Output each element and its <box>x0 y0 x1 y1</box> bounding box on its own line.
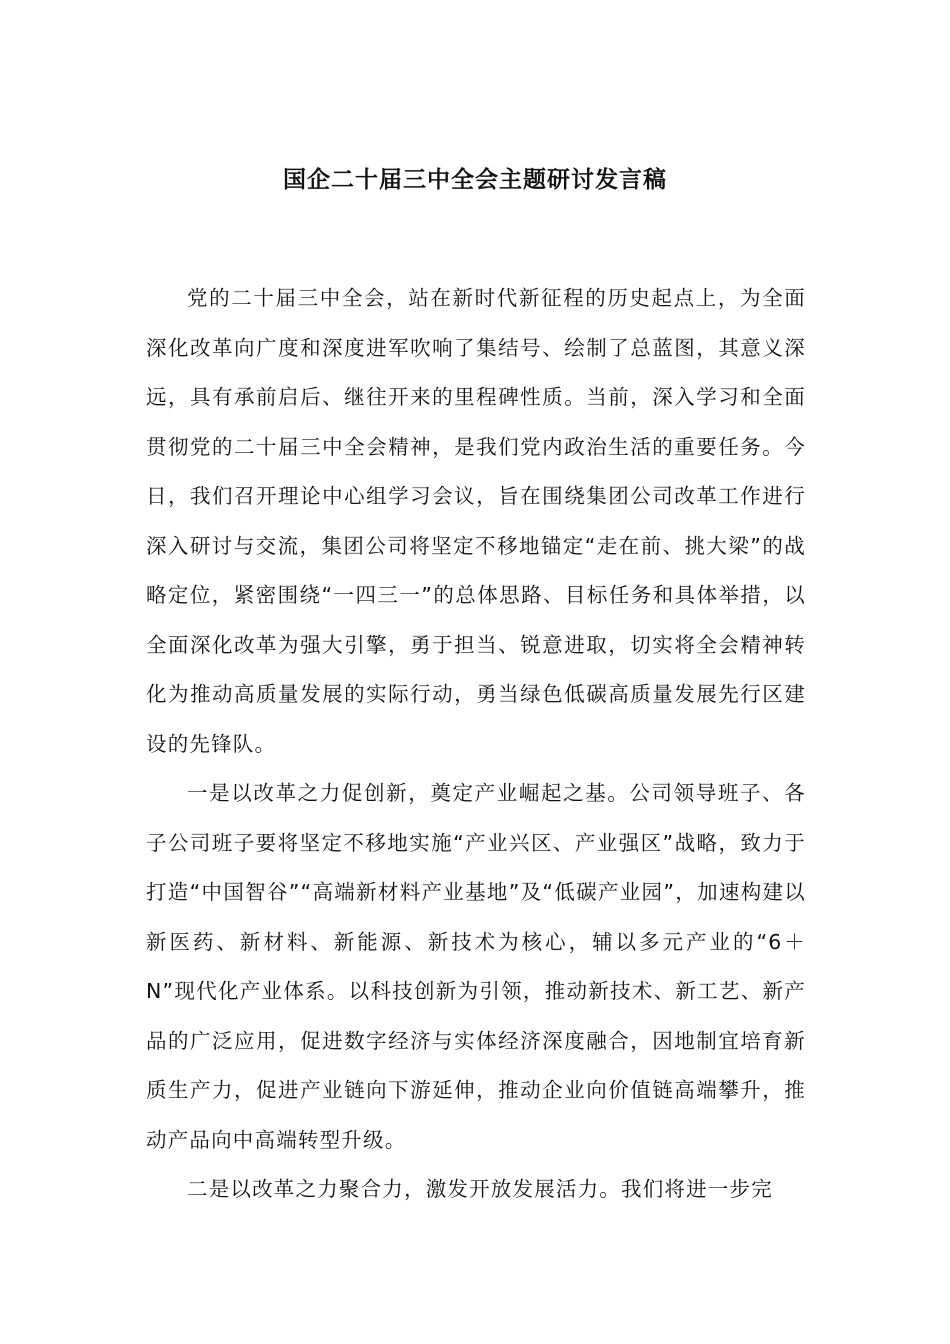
document-body <box>146 274 806 1215</box>
paragraph-point-one: 一是以改革之力促创新，奠定产业崛起之基。公司领导班子、各子公司班子要将坚定不移地实施“产业兴区、产业强区”战略，致力于打造“中国智谷”“高端新材料产业基地”及“低碳产业园”，加速构建以新医药、新材料、新能源、新技术为核心，辅以多元产业的“6＋N”现代化产业体系。以科技创新为引领，推动新技术、新工艺、新产品的广泛应用，促进数字经济与实体经济深度融合，因地制宜培育新质生产力，促进产业链向下游延伸，推动企业向价值链高端攀升，推动产品向中高端转型升级。 <box>146 781 806 1152</box>
paragraph-intro: 党的二十届三中全会，站在新时代新征程的历史起点上，为全面深化改革向广度和深度进军吹响了集结号、绘制了总蓝图，其意义深远，具有承前启后、继往开来的里程碑性质。当前，深入学习和全面贯彻党的二十届三中全会精神，是我们党内政治生活的重要任务。今日，我们召开理论中心组学习会议，旨在围绕集团公司改革工作进行深入研讨与交流，集团公司将坚定不移地锚定“走在前、挑大梁”的战略定位，紧密围绕“一四三一”的总体思路、目标任务和具体举措，以全面深化改革为强大引擎，勇于担当、锐意进取，切实将全会精神转化为推动高质量发展的实际行动，勇当绿色低碳高质量发展先行区建设的先锋队。 <box>146 286 806 756</box>
document-title: 国企二十届三中全会主题研讨发言稿 <box>283 167 667 193</box>
paragraph-point-two: 二是以改革之力聚合力，激发开放发展活力。我们将进一步完 <box>187 1177 773 1201</box>
